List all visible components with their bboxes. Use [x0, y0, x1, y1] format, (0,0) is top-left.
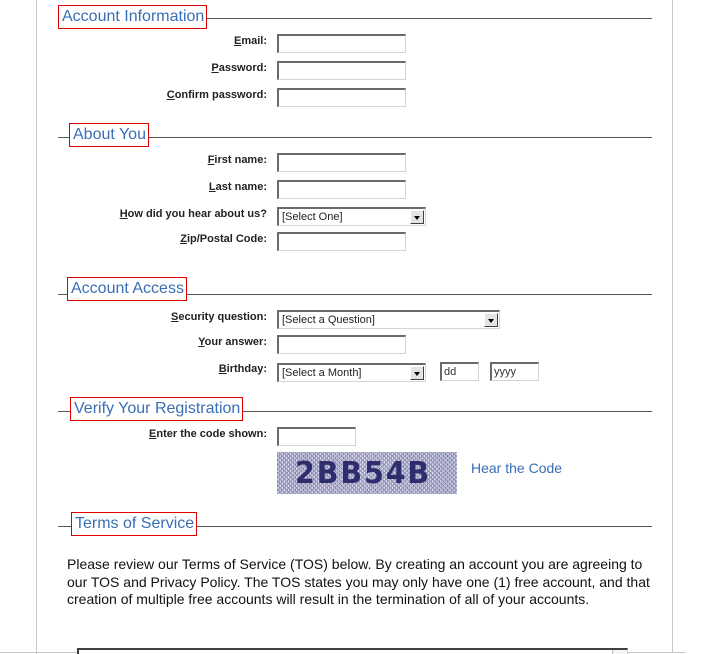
- birthday-day-input[interactable]: [440, 362, 479, 381]
- legend-about-you: About You: [69, 123, 149, 147]
- referral-select[interactable]: [277, 207, 426, 226]
- security-question-label: Security question:: [171, 311, 267, 323]
- tos-textarea[interactable]: [77, 648, 628, 654]
- email-label: Email:: [233, 35, 267, 47]
- security-question-select[interactable]: [277, 310, 500, 329]
- last-name-label: Last name:: [208, 181, 267, 193]
- referral-select-value: [Select One]: [282, 211, 343, 223]
- first-name-input[interactable]: [277, 153, 406, 172]
- captcha-image: [277, 452, 457, 494]
- zip-label: Zip/Postal Code:: [180, 233, 267, 245]
- password-label: Password:: [211, 62, 267, 74]
- referral-label: How did you hear about us?: [119, 208, 267, 220]
- tos-scrollbar[interactable]: [612, 650, 627, 654]
- answer-input[interactable]: [277, 335, 406, 354]
- answer-label: Your answer:: [198, 336, 267, 348]
- last-name-input[interactable]: [277, 180, 406, 199]
- email-input[interactable]: [277, 34, 406, 53]
- hear-the-code-link[interactable]: Hear the Code: [471, 460, 563, 476]
- chevron-down-icon[interactable]: [410, 210, 424, 224]
- birthday-year-input[interactable]: [490, 362, 539, 381]
- birthday-month-select[interactable]: [277, 363, 426, 382]
- captcha-text: 2BB54B: [295, 456, 432, 491]
- chevron-down-icon[interactable]: [484, 313, 498, 327]
- legend-terms-of-service: Terms of Service: [71, 512, 197, 536]
- page-right-border: [672, 0, 673, 652]
- code-label: Enter the code shown:: [149, 428, 267, 440]
- confirm-password-label: Confirm password:: [166, 89, 267, 101]
- captcha-code-input[interactable]: [277, 427, 356, 446]
- birthday-month-select-value: [Select a Month]: [282, 367, 362, 379]
- first-name-label: First name:: [207, 154, 267, 166]
- tos-description: Please review our Terms of Service (TOS) below. By creating an account you are agreeing to our TOS and Privacy Policy. The TOS states you may only have one (1) free account, and that creation of multiple free accounts will result in the termination of all of your accounts.: [67, 556, 650, 607]
- legend-account-information: Account Information: [58, 5, 207, 29]
- legend-verify-registration: Verify Your Registration: [70, 397, 243, 421]
- chevron-down-icon[interactable]: [410, 366, 424, 380]
- birthday-label: Birthday:: [218, 363, 267, 375]
- zip-input[interactable]: [277, 232, 406, 251]
- security-question-select-value: [Select a Question]: [282, 314, 375, 326]
- password-input[interactable]: [277, 61, 406, 80]
- confirm-password-input[interactable]: [277, 88, 406, 107]
- legend-account-access: Account Access: [67, 277, 187, 301]
- page-left-border: [36, 0, 37, 654]
